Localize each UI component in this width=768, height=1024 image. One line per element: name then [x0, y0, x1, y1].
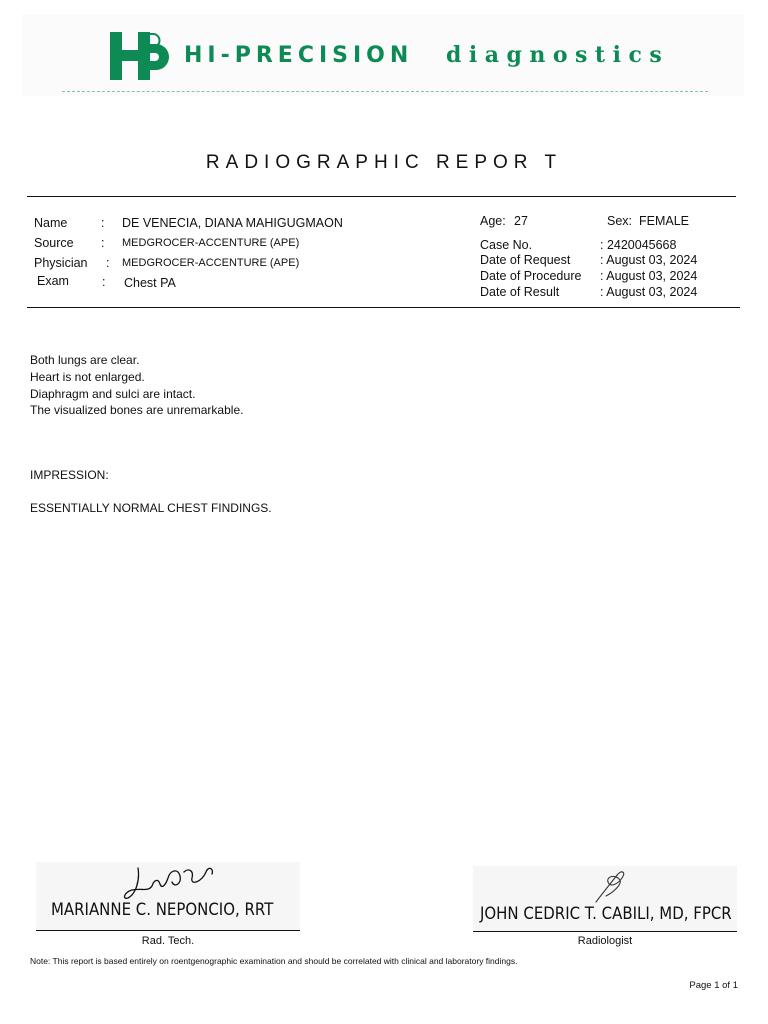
exam-label: Exam: [37, 274, 69, 288]
finding-line: Both lungs are clear.: [30, 353, 140, 367]
footer-note: Note: This report is based entirely on roentgenographic examination and should be correlated with clinical and laboratory findings.: [30, 956, 518, 966]
header-divider: [62, 91, 708, 92]
date-result-label: Date of Result: [480, 285, 560, 299]
finding-line: The visualized bones are unremarkable.: [30, 403, 244, 417]
report-title: RADIOGRAPHIC REPOR T: [205, 152, 563, 173]
name-label: Name: [34, 216, 68, 230]
page-number: Page 1 of 1: [689, 980, 738, 991]
radiologist-signature-line: [473, 931, 737, 932]
date-procedure-value: : August 03, 2024: [600, 269, 698, 283]
source-label: Source: [34, 236, 74, 250]
top-rule: [27, 196, 736, 197]
physician-label: Physician: [34, 256, 88, 270]
source-sep: :: [101, 236, 105, 250]
brand-subtitle: diagnostics: [446, 42, 670, 68]
name-sep: :: [101, 216, 105, 230]
exam-value: Chest PA: [124, 276, 176, 290]
date-request-label: Date of Request: [480, 253, 571, 267]
hp-logo-icon: [108, 30, 174, 87]
impression-text: ESSENTIALLY NORMAL CHEST FINDINGS.: [30, 501, 272, 515]
finding-line: Heart is not enlarged.: [30, 370, 145, 384]
patient-name: DE VENECIA, DIANA MAHIGUGMAON: [122, 216, 343, 230]
age-label: Age:: [480, 214, 506, 228]
age-value: 27: [514, 214, 528, 228]
physician-sep: :: [106, 256, 110, 270]
radtech-signature-line: [36, 930, 300, 931]
sex-label: Sex:: [607, 214, 633, 228]
case-no-label: Case No.: [480, 238, 533, 252]
info-bottom-rule: [27, 307, 740, 308]
date-procedure-label: Date of Procedure: [480, 269, 582, 283]
finding-line: Diaphragm and sulci are intact.: [30, 387, 196, 401]
date-result-value: : August 03, 2024: [600, 285, 698, 299]
source-value: MEDGROCER-ACCENTURE (APE): [122, 237, 300, 249]
radtech-name: MARIANNE C. NEPONCIO, RRT: [51, 900, 274, 920]
physician-value: MEDGROCER-ACCENTURE (APE): [122, 257, 300, 269]
radiologist-name: JOHN CEDRIC T. CABILI, MD, FPCR: [480, 904, 732, 924]
exam-sep: :: [102, 275, 106, 289]
date-request-value: : August 03, 2024: [600, 253, 698, 267]
case-no-value: : 2420045668: [600, 238, 677, 252]
brand-name: HI-PRECISION: [184, 43, 414, 68]
impression-label: IMPRESSION:: [30, 468, 109, 482]
radtech-role: Rad. Tech.: [141, 935, 195, 947]
radiologist-role: Radiologist: [577, 935, 633, 947]
sex-value: FEMALE: [639, 214, 690, 228]
